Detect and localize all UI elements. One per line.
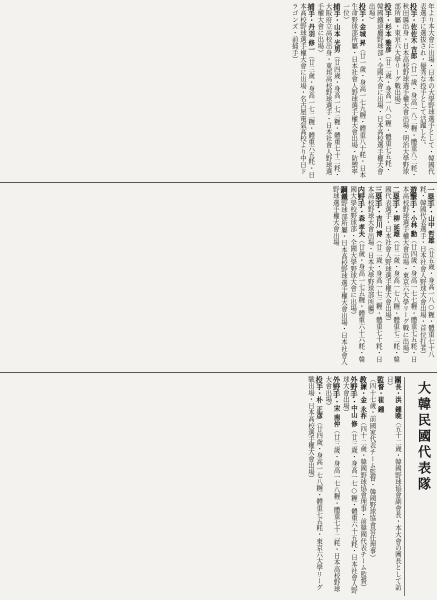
entry-mid-4: 三塁手・吉川 博（廿二歲・身高一七三糎・體重七十粍・日本高校野球大會出場・日本大學野球部所屬） [366,186,384,363]
title-divider [404,377,405,596]
entry-mid-1: 一塁手・山中 哲雄（廿五歲・身高一八○糎・體重七十八粍・韓國代表選手・日本社會人野球大會出場・首位打者） [418,186,436,358]
section-bottom [0,373,437,600]
entry-top-4: 投手・金城 昇（廿一歲・身高一七九糎・體重八十粍・日本生命野球部所屬・日本社會人野球選手權大會出場・防禦率一位） [341,3,368,178]
section-top [0,0,437,183]
entry-bot-4: 外野手・中山 修（廿三歲・身高一七○糎・體重六十五粍・日本社會人野球大會出場） [341,376,359,594]
page-title: 大韓民國代表隊 [415,381,430,493]
entry-top-2: 投手・佐佐木 吉郎（廿一歲・身高一八二糎・體重八二粍・秋田縣出身・日本高校野球選手權大會出場・明治大學野球部所屬・東京六大學リーグ戰出場） [393,3,419,178]
entry-mid-2: 遊撃手・小林 勳（廿四歲・身高一七七糎・體重七五粍・日本高校野球選手權大會出場・東京六大學リーグ戰に出場） [401,186,419,363]
entry-mid-3: 二塁手・柳 延雄（廿二歲・身高一七八糎・體重七二粍・韓國代表選手・日本社會人野球選手權大會出場） [383,186,402,363]
entry-bot-2: 監督・崔 鍾（四十七歲・前國家代表チーム監督・韓國野球協會常任理事） [368,376,386,561]
entry-top-5: 捕手・山本 光男（廿四歲・身高一七三糎・體重七十二粍・大阪府立高校出身・東邦高校野球選手・日本社會人野球選手權大會に出場） [316,3,342,178]
entry-top-6: 捕手・丹羽 修一（廿三歲・身高一七二糎・體重六五粍・日本高校野球選手權大會に出場・名古屋電氣高校より中日ドラゴンズ・前捕手） [290,3,317,178]
entry-bot-1: 團長・洪 鍾晩（五十二歲・韓國野球協會副會長・本大會の團長として訪日） [385,376,403,591]
entry-mid-6: 鋼鐵野球部所屬・日本高校野球選手權大會出場・日本社會人野球選手權大會出場 [331,186,349,366]
entry-bot-6: 投手・朴 正彦（廿四歲・身高一七八糎・體重七五粍・東京六大學リーグ戰出場・日本高校選手權大會出場） [306,376,325,591]
entry-mid-5: 内野手・森 孝夫（廿歲・身高一七五糎・體重六十六粍・韓國大學校野球部・全國大學野球大會に出場） [349,186,367,363]
entry-top-1: 年より本大會に出場・日本の大學野球選手として・韓國代表選手に選拔され・優秀な投手として活躍した。 [418,3,435,175]
entry-bot-3: 教練・金 永祚（四十二歲・韓國野球協會理事・前韓國代表チーム監督） [359,376,369,591]
entry-bot-5: 外野手・宋 南仲（廿三歲・身高一七八糎・體重七十二粍・日本高校野球大會出場） [324,376,342,593]
section-middle [0,183,437,373]
entry-top-3: 投手・杉本 雅彦（廿二歲・身高一八○糎・體重七五粍・韓國鐵道廳野球部・全國大會に出場・日本高校選手權大會出場） [367,3,393,175]
